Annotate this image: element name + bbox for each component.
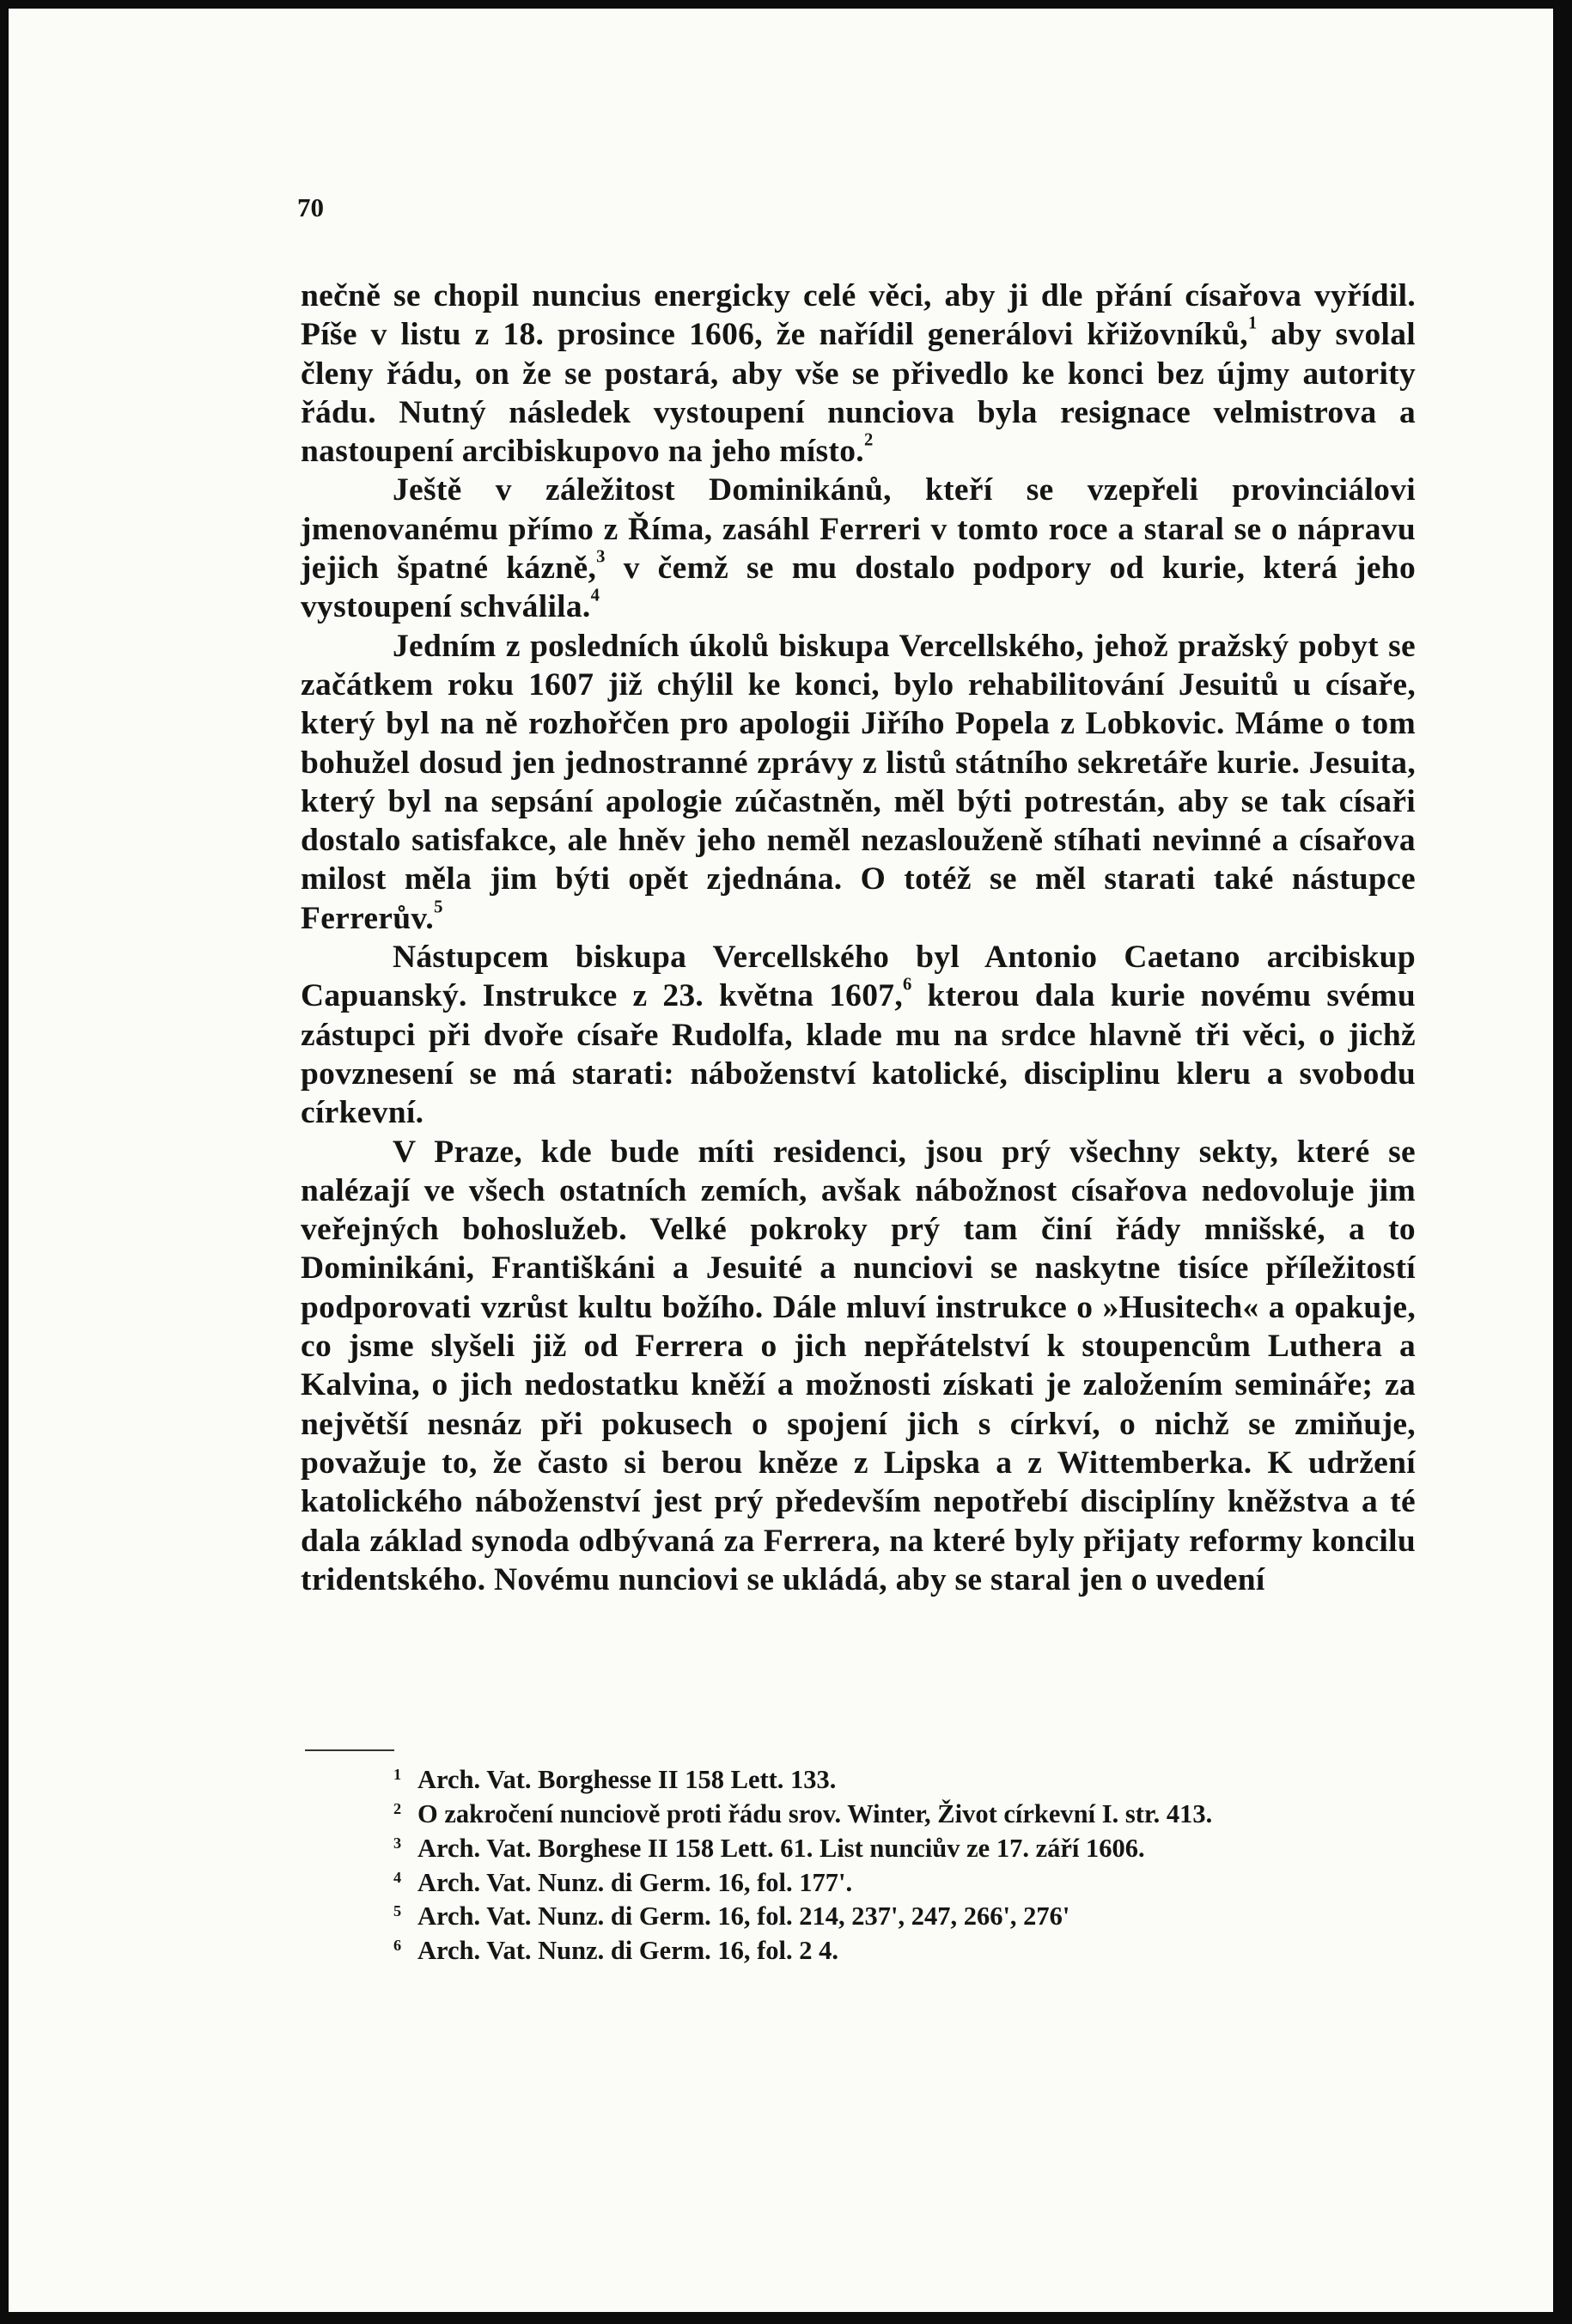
- footnote-divider: [305, 1749, 394, 1751]
- footnote-text: Arch. Vat. Nunz. di Germ. 16, fol. 214, 237', 247, 266', 276': [417, 1901, 1070, 1932]
- paragraph: [301, 471, 1416, 626]
- page-number: 70: [297, 192, 324, 222]
- text-run: nečně se chopil nuncius energicky celé věci, aby ji dle přání císařova vyřídil. Píše v listu z 18. prosince 1606, že nařídil generálovi křižovníků,: [301, 278, 1416, 353]
- paragraph: [301, 277, 1416, 471]
- footnote-ref: 4: [590, 586, 600, 605]
- text-run: Jedním z posledních úkolů biskupa Vercellského, jehož pražský pobyt se začátkem roku 1607 již chýlil ke konci, bylo rehabilitování Jesuitů u císaře, který byl na ně rozhořčen pro apologii Jiřího Popela z Lobkovic. Máme o tom bohužel dosud jen jednostranné zprávy z listů státního sekretáře kurie. Jesuita, který byl na sepsání apologie zúčastněn, měl býti potrestán, aby se tak císaři dostalo satisfakce, ale hněv jeho neměl nezaslouženě stíhati nevinné a císařova milost měla jim býti opět zjednána. O totéž se měl starati také nástupce Ferrerův.: [301, 628, 1416, 936]
- footnote-text: Arch. Vat. Borghese II 158 Lett. 61. List nunciův ze 17. září 1606.: [417, 1833, 1145, 1863]
- footnote-text: Arch. Vat. Nunz. di Germ. 16, fol. 177'.: [417, 1867, 853, 1897]
- footnote: [393, 1761, 1424, 1795]
- text-run: kterou dala kurie novému svému zástupci při dvoře císaře Rudolfa, klade mu na srdce hlavně tři věci, o jichž povznesení se má starati: náboženství katolické, disciplinu kleru a svobodu církevní.: [301, 978, 1416, 1131]
- footnote-ref: 3: [596, 547, 606, 567]
- text-run: Ještě v záležitost Dominikánů, kteří se vzepřeli provinciálovi jmenovanému přímo z Říma, zasáhl Ferreri v tomto roce a staral se o nápravu jejich špatné kázně,: [301, 472, 1416, 587]
- footnote: [393, 1897, 1424, 1932]
- footnote-ref: 1: [1247, 313, 1258, 333]
- footnote-number: 1: [393, 1766, 402, 1783]
- footnotes: [393, 1761, 1424, 1966]
- footnote-number: 5: [393, 1902, 402, 1920]
- paragraph: [301, 938, 1416, 1132]
- book-page: [9, 9, 1553, 2312]
- footnote-number: 6: [393, 1937, 402, 1955]
- text-run: Nástupcem biskupa Vercellského byl Antonio Caetano arcibiskup Capuanský. Instrukce z 23. května 1607,: [301, 940, 1416, 1014]
- footnote: [393, 1829, 1424, 1864]
- footnote: [393, 1864, 1424, 1898]
- footnote-text: Arch. Vat. Borghesse II 158 Lett. 133.: [417, 1765, 837, 1795]
- text-run: aby svolal členy řádu, on že se postará, aby vše se přivedlo ke konci bez újmy autority řádu. Nutný následek vystoupení nunciova byla resignace velmistrova a nastoupení arcibiskupovo na jeho místo.: [301, 317, 1416, 470]
- paragraph: [301, 627, 1416, 938]
- text-run: V Praze, kde bude míti residenci, jsou prý všechny sekty, které se nalézají ve všech ostatních zemích, avšak nábožnost císařova nedovoluje jim veřejných bohoslužeb. Velké pokroky prý tam činí řády mnišské, a to Dominikáni, Františkáni a Jesuité a nunciovi se naskytne tisíce příležitostí podporovati vzrůst kultu božího. Dále mluví instrukce o »Husitech« a opakuje, co jsme slyšeli již od Ferrera o jich nepřátelství k stoupencům Luthera a Kalvina, o jich nedostatku kněží a možnosti získati je založením semináře; za největší nesnáz při pokusech o spojení jich s církví, o nichž se zmiňuje, považuje to, že často si berou kněze z Lipska a z Wittemberka. K udržení katolického náboženství jest prý především nepotřebí disciplíny kněžstva a té dala základ synoda odbývaná za Ferrera, na které byly přijaty reformy koncilu tridentského. Novému nunciovi se ukládá, aby se staral jen o uvedení: [301, 1134, 1416, 1597]
- footnote-text: O zakročení nunciově proti řádu srov. Winter, Život církevní I. str. 413.: [417, 1798, 1213, 1828]
- footnote: [393, 1795, 1424, 1829]
- text-run: v čemž se mu dostalo podpory od kurie, která jeho vystoupení schválila.: [301, 551, 1416, 625]
- footnote-ref: 2: [863, 430, 874, 450]
- footnote: [393, 1932, 1424, 1966]
- footnote-number: 3: [393, 1834, 402, 1852]
- paragraph: [301, 1133, 1416, 1600]
- footnote-number: 2: [393, 1799, 402, 1817]
- body-text: [301, 277, 1416, 1599]
- footnote-ref: 6: [903, 975, 912, 995]
- footnote-ref: 5: [434, 897, 443, 917]
- footnote-text: Arch. Vat. Nunz. di Germ. 16, fol. 2 4.: [417, 1936, 838, 1966]
- footnote-number: 4: [393, 1868, 402, 1886]
